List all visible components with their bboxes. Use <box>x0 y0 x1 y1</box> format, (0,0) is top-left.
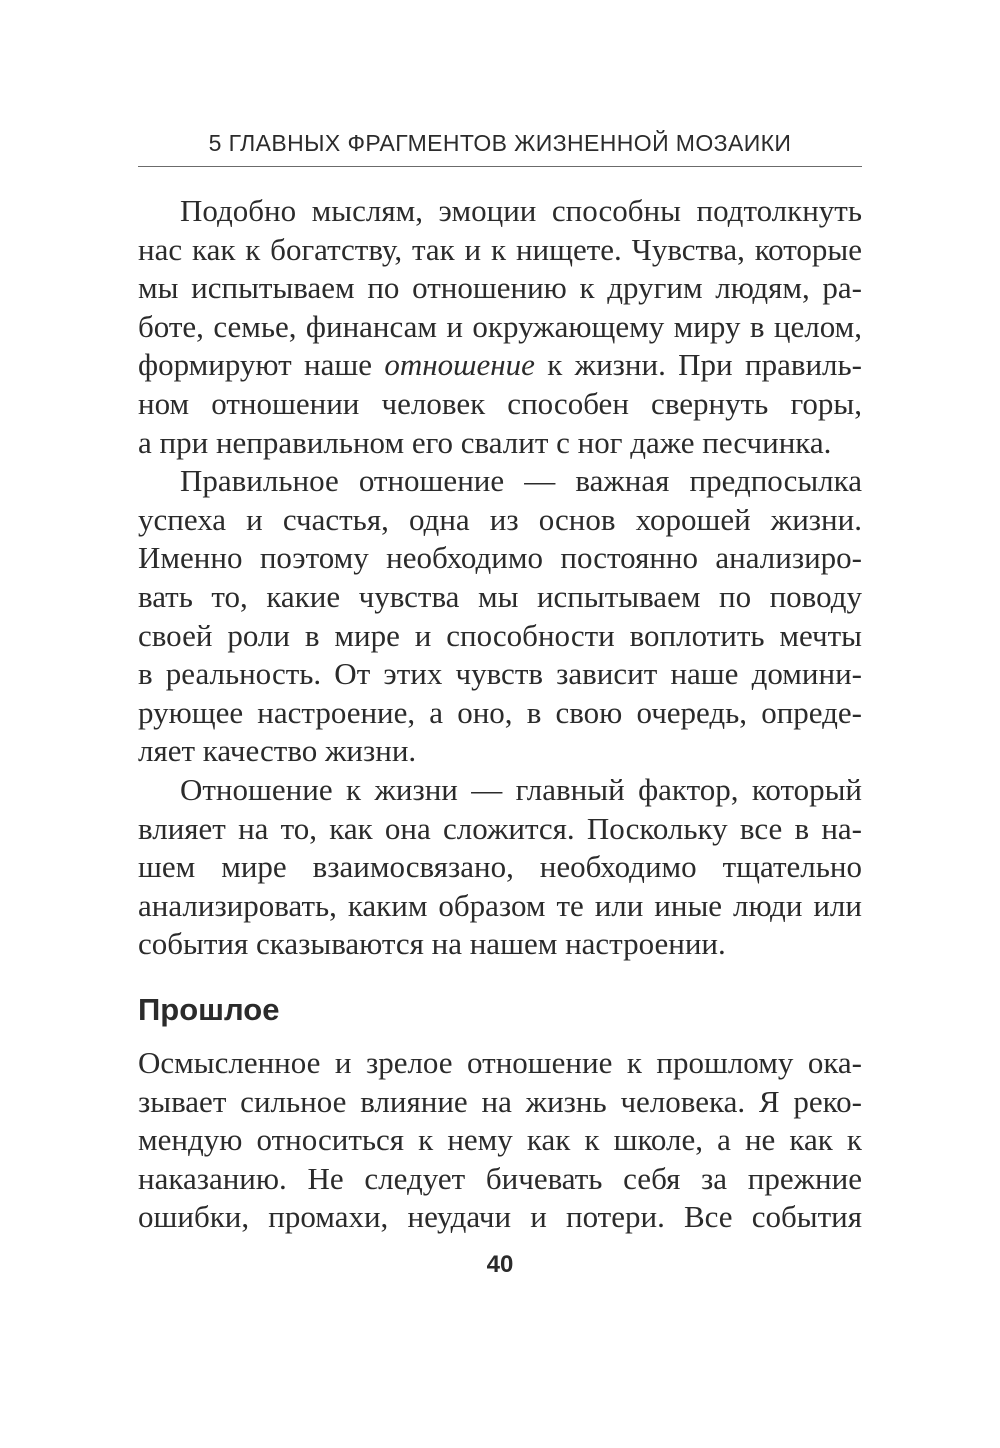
text-line: своей роли в мире и способности воплотить мечты <box>138 617 862 653</box>
text-line: ном отношении человек способен свернуть горы, <box>138 385 862 421</box>
running-head: 5 ГЛАВНЫХ ФРАГМЕНТОВ ЖИЗНЕННОЙ МОЗАИКИ <box>208 130 792 156</box>
text-line: наказанию. Не следует бичевать себя за прежние <box>138 1160 862 1196</box>
section-body <box>138 1044 862 1237</box>
paragraph-2 <box>138 462 862 771</box>
text-line: в реальность. От этих чувств зависит наше домини- <box>138 656 862 692</box>
text-run: к жизни. При правиль- <box>534 347 862 383</box>
text-line: боте, семье, финансам и окружающему миру в целом, <box>138 308 862 344</box>
text-line: Отношение к жизни — главный фактор, который <box>180 771 862 807</box>
text-line: Именно поэтому необходимо постоянно анализиро- <box>138 540 862 576</box>
paragraph-1 <box>138 192 862 462</box>
text-line: ошибки, промахи, неудачи и потери. Все события <box>138 1199 862 1235</box>
text-line <box>138 346 862 385</box>
emphasis-text: отношение <box>384 347 535 383</box>
text-line: анализировать, каким образом те или иные люди или <box>138 887 862 923</box>
text-line: зывает сильное влияние на жизнь человека. Я реко- <box>138 1083 862 1119</box>
body-text <box>138 192 862 964</box>
text-line: а при неправильном его свалит с ног даже песчинка. <box>138 424 832 460</box>
text-line: влияет на то, как она сложится. Поскольку все в на- <box>138 810 862 846</box>
text-line: Осмысленное и зрелое отношение к прошлому ока- <box>138 1045 862 1080</box>
text-line: рующее настроение, а оно, в свою очередь, опреде- <box>138 694 862 730</box>
paragraph-3 <box>138 771 862 964</box>
page-number: 40 <box>486 1251 514 1278</box>
text-line: успеха и счастья, одна из основ хорошей жизни. <box>138 501 862 537</box>
text-line: Правильное отношение — важная предпосылка <box>180 463 862 499</box>
text-run: формируют наше <box>138 347 385 383</box>
text-line: вать то, какие чувства мы испытываем по поводу <box>138 578 862 614</box>
text-line: шем мире взаимосвязано, необходимо тщательно <box>138 849 862 885</box>
text-line: мы испытываем по отношению к другим людям, ра- <box>138 270 862 306</box>
text-line: ляет качество жизни. <box>138 733 417 769</box>
text-line: Подобно мыслям, эмоции способны подтолкнуть <box>180 193 862 228</box>
text-line: мендую относиться к нему как к школе, а не как к <box>138 1122 862 1158</box>
section-heading: Прошлое <box>138 992 280 1027</box>
header-rule <box>138 166 862 167</box>
paragraph-4 <box>138 1044 862 1237</box>
text-line: нас как к богатству, так и к нищете. Чувства, которые <box>138 231 862 267</box>
text-line: события сказываются на нашем настроении. <box>138 926 726 962</box>
book-page <box>138 0 862 1448</box>
